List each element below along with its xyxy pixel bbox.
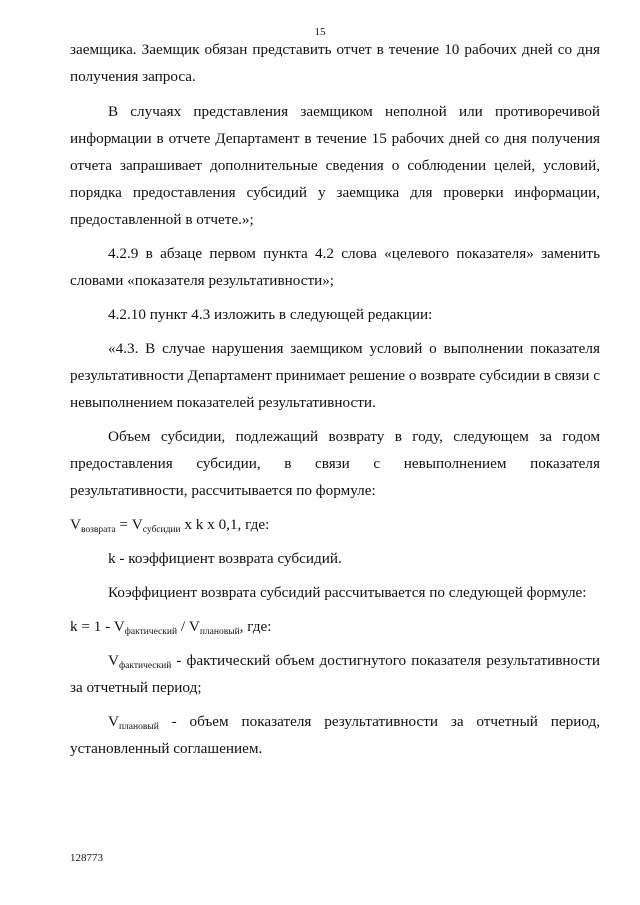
paragraph: 4.2.9 в абзаце первом пункта 4.2 слова «целевого показателя» заменить словами «показателя результативности»; (70, 245, 600, 289)
formula-subscript: возврата (80, 525, 116, 535)
formula-text: = V (115, 516, 143, 533)
document-body (70, 36, 600, 769)
formula-text: k = 1 - V (70, 618, 125, 635)
formula-subscript: плановый (199, 627, 240, 637)
paragraph: Коэффициент возврата субсидий рассчитывается по следующей формуле: (108, 584, 587, 601)
paragraph: 4.2.10 пункт 4.3 изложить в следующей редакции: (108, 306, 433, 323)
definition-text: - фактический объем достигнутого показателя результативности за отчетный период; (70, 652, 600, 696)
paragraph: заемщика. Заемщик обязан представить отчет в течение 10 рабочих дней со дня получения запроса. (70, 41, 600, 85)
formula-text: x k x 0,1, где: (180, 516, 270, 533)
formula-subscript: субсидии (142, 525, 181, 535)
page-number: 15 (314, 26, 326, 38)
paragraph: В случаях представления заемщиком неполной или противоречивой информации в отчете Департамент в течение 15 рабочих дней со дня получения отчета запрашивает дополнительные сведения о соблюдении целей, условий, порядка предоставления субсидий у заемщика для проверки информации, предоставленной в отчете.»; (70, 103, 600, 228)
paragraph: Объем субсидии, подлежащий возврату в году, следующем за годом предоставления субсидии, в связи с невыполнением показателя результативности, рассчитывается по формуле: (70, 428, 600, 499)
definition-symbol: V (108, 713, 119, 730)
formula-text: V (70, 516, 81, 533)
formula-subscript: фактический (124, 627, 178, 637)
paragraph: «4.3. В случае нарушения заемщиком условий о выполнении показателя результативности Департамент принимает решение о возврате субсидии в связи с невыполнением показателей результативности. (70, 340, 600, 411)
definition-subscript: плановый (118, 722, 159, 732)
formula-refund-volume (70, 511, 600, 538)
definition-planned (70, 708, 600, 762)
definition-subscript: фактический (118, 661, 172, 671)
definition-text: - объем показателя результативности за отчетный период, установленный соглашением. (70, 713, 600, 757)
formula-coefficient (70, 613, 600, 640)
definition-actual (70, 647, 600, 701)
definition-symbol: V (108, 652, 119, 669)
document-code: 128773 (70, 852, 103, 864)
paragraph: k - коэффициент возврата субсидий. (108, 550, 342, 567)
formula-text: / V (177, 618, 200, 635)
formula-text: , где: (239, 618, 272, 635)
